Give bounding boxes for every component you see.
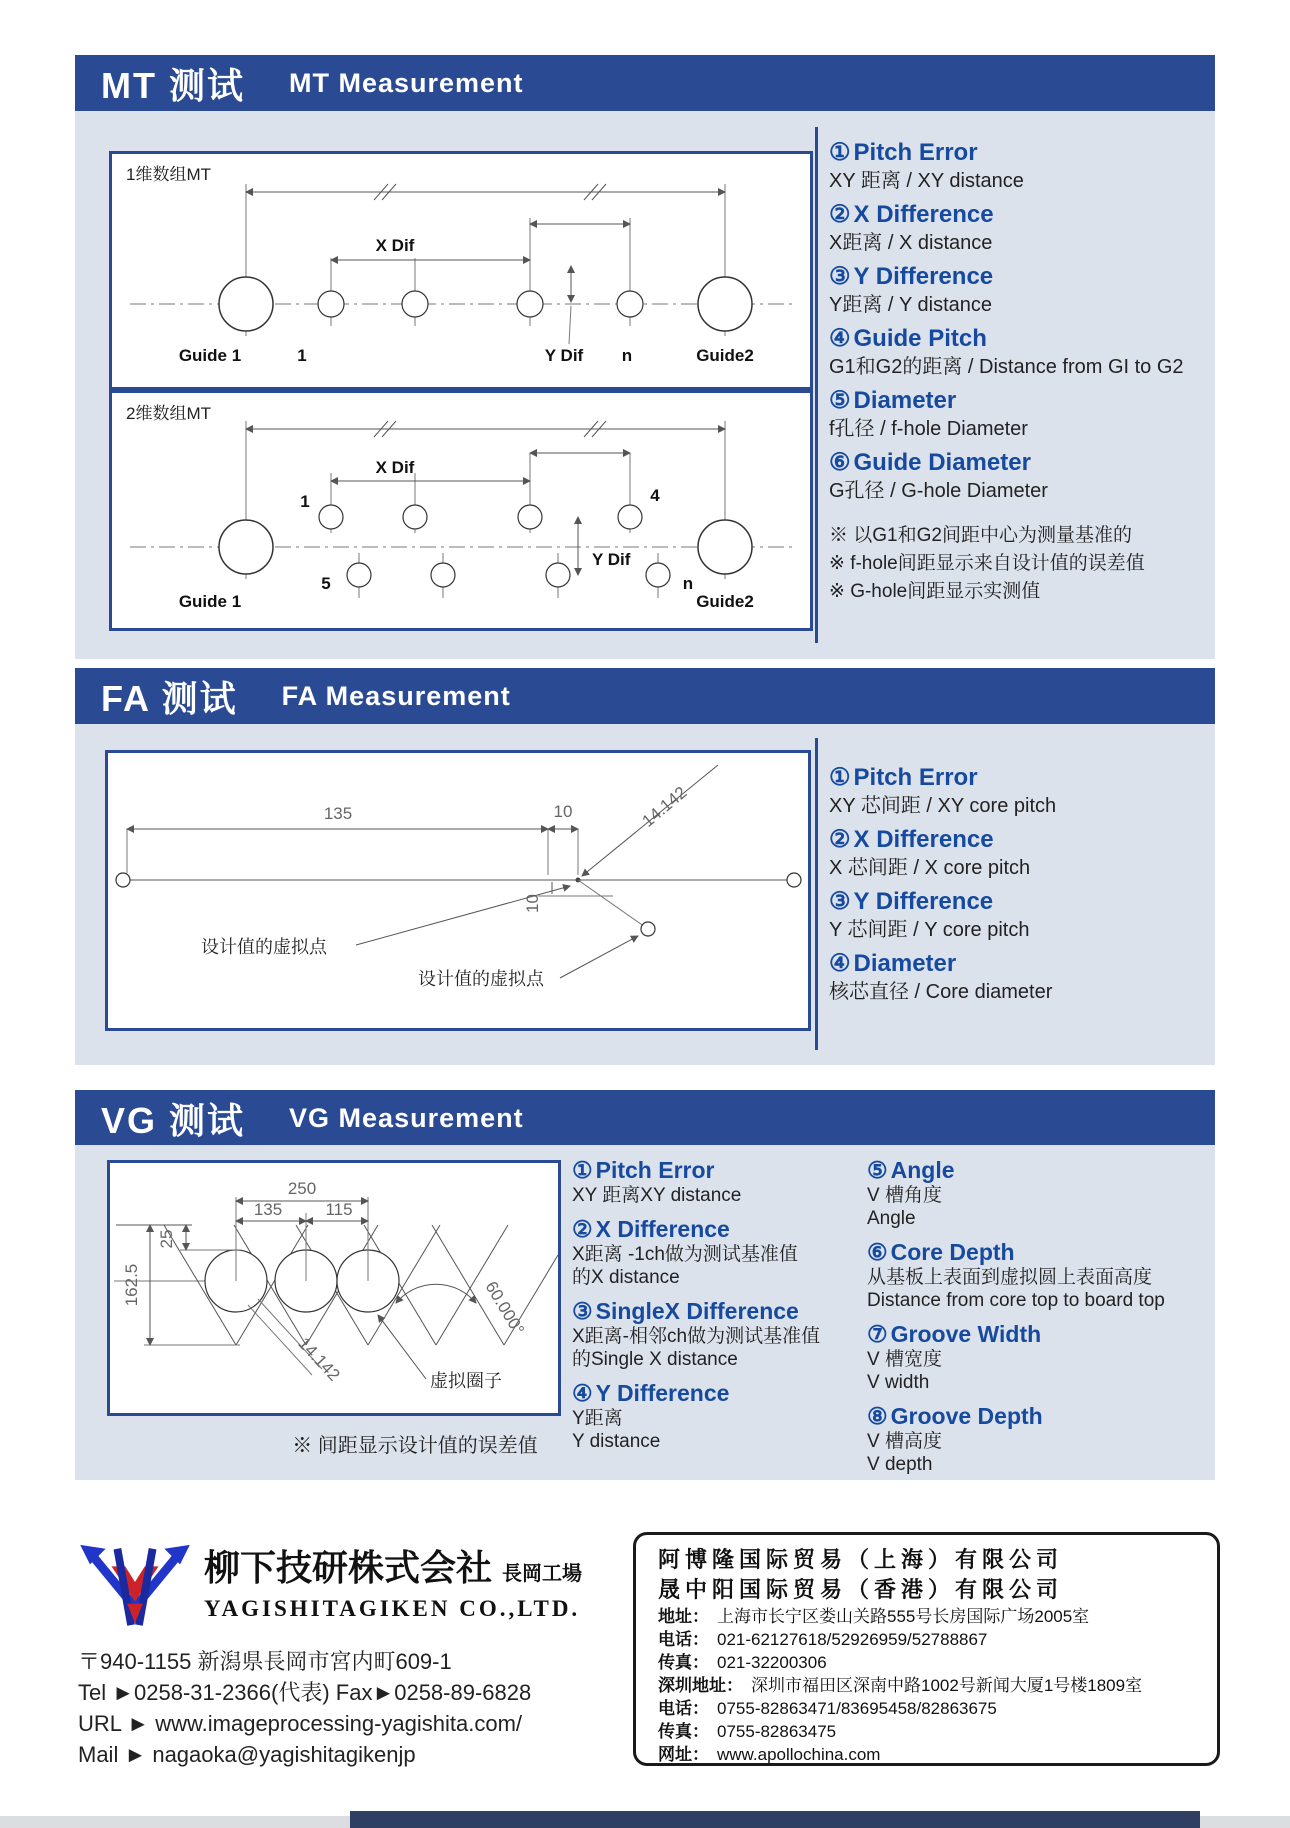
vg-section-header (75, 1090, 1215, 1146)
item-desc: Y距离 (572, 1408, 623, 1429)
item-number: ⑤ (829, 387, 851, 414)
mt-diagram2-ydif-label: Y Dif (592, 550, 631, 569)
vg-item-1 (572, 1157, 872, 1207)
vg-item-5 (867, 1157, 1212, 1230)
item-heading: Angle (890, 1157, 955, 1183)
mt-diagram1-title: 1维数组MT (126, 165, 211, 184)
distributor-row (658, 1697, 1205, 1720)
mt-section-body (75, 111, 1215, 659)
item-number: ③ (829, 888, 851, 915)
mt-item-2 (829, 200, 1209, 256)
item-number: ③ (829, 263, 851, 290)
mt-diagram2-n-label: n (682, 574, 694, 593)
item-number: ⑥ (829, 449, 851, 476)
item-heading: Y Difference (853, 888, 994, 915)
fa-virtual-point-label-1: 设计值的虚拟点 (201, 937, 327, 957)
row-label: 传真： (658, 1722, 709, 1741)
row-value: 021-62127618/52926959/52788867 (717, 1630, 988, 1649)
item-heading: Guide Diameter (853, 449, 1031, 476)
item-heading: Guide Pitch (853, 325, 987, 352)
mt-diagram-1d (112, 154, 810, 387)
mt-diagram2-guide2-label: Guide2 (696, 592, 754, 611)
row-label: 电话： (658, 1699, 709, 1718)
vg-item-list-left (572, 1153, 872, 1462)
item-heading: Pitch Error (853, 139, 978, 166)
distributor-row (658, 1743, 1205, 1766)
fa-diagram-box (105, 750, 811, 1031)
mt-title-zh: MT 测试 (101, 64, 245, 106)
mt-diagram-1d-box (109, 151, 813, 390)
row-label: 传真： (658, 1653, 709, 1672)
fa-section-body (75, 724, 1215, 1065)
item-desc: V 槽高度 (867, 1431, 942, 1452)
fa-item-2 (829, 825, 1209, 881)
mt-diagram2-5-label: 5 (321, 574, 331, 593)
item-number: ④ (829, 325, 851, 352)
fa-dim-10v: 10 (523, 894, 542, 913)
item-heading: Diameter (853, 950, 957, 977)
vg-item-2 (572, 1216, 872, 1289)
vg-dim-25: 25 (157, 1229, 176, 1249)
contact-block (78, 1646, 531, 1770)
vg-dim-14142: 14.142 (294, 1333, 344, 1385)
vg-note: ※ 间距显示设计值的误差值 (292, 1435, 538, 1457)
item-desc: 从基板上表面到虚拟圆上表面高度 (867, 1267, 1153, 1288)
factory-name: 長岡工場 (502, 1563, 583, 1585)
page-bottom-bar (350, 1811, 1200, 1828)
item-desc: X距离-相邻ch做为测试基准值 (572, 1326, 821, 1347)
mt-diagram2-4-label: 4 (650, 486, 660, 505)
item-desc: 的Single X distance (572, 1349, 738, 1370)
mt-diagram1-1-label: 1 (297, 346, 307, 365)
fa-diagram (108, 753, 808, 1025)
fa-item-1 (829, 763, 1209, 819)
fa-item-list (829, 758, 1209, 1011)
vg-virtual-circle-label: 虚拟圈子 (430, 1371, 502, 1391)
vg-item-6 (867, 1239, 1212, 1312)
mt-diagram-2d (112, 393, 810, 628)
vg-item-8 (867, 1403, 1212, 1476)
mt-note-3: ※ G-hole间距显示实测值 (829, 581, 1041, 602)
vg-dim-1625: 162.5 (122, 1263, 141, 1307)
mt-diagram1-ydif-label: Y Dif (544, 346, 584, 365)
row-value: 深圳市福田区深南中路1002号新闻大厦1号楼1809室 (751, 1676, 1143, 1695)
vg-title-en: VG Measurement (289, 1102, 524, 1133)
fa-item-3 (829, 887, 1209, 943)
item-desc: X距离 / X distance (829, 232, 993, 254)
vg-item-list-right (867, 1153, 1212, 1485)
item-heading: Y Difference (853, 263, 994, 290)
mt-item-list (829, 133, 1209, 606)
vg-diagram (110, 1163, 558, 1413)
item-number: ④ (572, 1380, 593, 1406)
item-heading: Y Difference (595, 1380, 730, 1406)
mt-note-2: ※ f-hole间距显示来自设计值的误差值 (829, 553, 1145, 574)
row-label: 深圳地址： (658, 1676, 743, 1695)
company-address: 〒940-1155 新潟県長岡市宮内町609-1 (78, 1649, 452, 1674)
distributor-row (658, 1651, 1205, 1674)
item-desc: V depth (867, 1454, 933, 1475)
vg-item-3 (572, 1298, 872, 1371)
item-desc: Y 芯间距 / Y core pitch (829, 919, 1030, 941)
distributor-row (658, 1605, 1205, 1628)
vg-dim-115: 115 (325, 1200, 353, 1219)
row-value: 021-32200306 (717, 1653, 827, 1672)
item-heading: Diameter (853, 387, 957, 414)
item-desc: Distance from core top to board top (867, 1290, 1165, 1311)
item-desc: G1和G2的距离 / Distance from GI to G2 (829, 356, 1184, 378)
item-number: ④ (829, 950, 851, 977)
fa-section-header (75, 668, 1215, 724)
item-desc: Y距离 / Y distance (829, 294, 993, 316)
item-desc: 的X distance (572, 1267, 680, 1288)
item-number: ① (829, 139, 851, 166)
mt-diagram1-guide1-label: Guide 1 (178, 346, 242, 365)
company-name-zh: 柳下技研株式会社 (204, 1548, 493, 1588)
mt-diagram-2d-box (109, 390, 813, 631)
vg-item-7 (867, 1321, 1212, 1394)
item-number: ⑦ (867, 1321, 888, 1347)
item-heading: X Difference (595, 1216, 730, 1242)
fa-divider (815, 738, 818, 1050)
item-heading: Pitch Error (853, 764, 978, 791)
mt-item-3 (829, 262, 1209, 318)
fa-title-zh: FA 测试 (101, 677, 238, 719)
item-number: ⑥ (867, 1239, 888, 1265)
item-desc: XY 芯间距 / XY core pitch (829, 795, 1057, 817)
mt-diagram1-n-label: n (621, 346, 633, 365)
item-heading: Groove Depth (890, 1403, 1043, 1429)
vg-angle-label: 60.000° (481, 1278, 528, 1339)
mt-diagram2-1-label: 1 (300, 492, 310, 511)
fa-title-en: FA Measurement (281, 680, 511, 711)
row-label: 电话： (658, 1630, 709, 1649)
mt-diagram2-guide1-label: Guide 1 (178, 592, 242, 611)
distributor-name-2: 晟中阳国际贸易（香港）有限公司 (658, 1577, 1064, 1602)
item-desc: Y distance (572, 1431, 661, 1452)
mt-item-1 (829, 138, 1209, 194)
item-number: ① (829, 764, 851, 791)
item-desc: X 芯间距 / X core pitch (829, 857, 1031, 879)
item-desc: V 槽宽度 (867, 1349, 942, 1370)
mt-divider (815, 127, 818, 643)
item-heading: X Difference (853, 201, 994, 228)
mt-diagram2-xdif-label: X Dif (375, 458, 415, 477)
row-value: 上海市长宁区娄山关路555号长房国际广场2005室 (717, 1607, 1090, 1626)
company-block (204, 1540, 582, 1622)
fa-item-4 (829, 949, 1209, 1005)
company-logo (76, 1537, 194, 1630)
distributor-name-1: 阿博隆国际贸易（上海）有限公司 (658, 1547, 1064, 1572)
vg-item-4 (572, 1380, 872, 1453)
item-desc: f孔径 / f-hole Diameter (829, 418, 1028, 440)
item-desc: Angle (867, 1208, 916, 1229)
item-desc: V width (867, 1372, 930, 1393)
vg-diagram-box (107, 1160, 561, 1416)
fa-dim-10: 10 (553, 802, 573, 821)
distributor-row (658, 1628, 1205, 1651)
distributor-box (633, 1532, 1220, 1766)
item-desc: 核芯直径 / Core diameter (829, 981, 1053, 1003)
distributor-row (658, 1674, 1205, 1697)
mt-section-header (75, 55, 1215, 111)
mt-diagram2-title: 2维数组MT (126, 404, 211, 423)
mt-note-1: ※ 以G1和G2间距中心为测量基准的 (829, 525, 1132, 546)
row-label: 地址： (658, 1607, 709, 1626)
vg-section-body (75, 1145, 1215, 1480)
company-name-en: YAGISHITAGIKEN CO.,LTD. (204, 1596, 581, 1621)
tel-fax-line: Tel ►0258-31-2366(代表) Fax►0258-89-6828 (78, 1680, 532, 1705)
item-heading: X Difference (853, 826, 994, 853)
item-desc: V 槽角度 (867, 1185, 942, 1206)
item-desc: G孔径 / G-hole Diameter (829, 480, 1048, 502)
item-number: ③ (572, 1298, 593, 1324)
url-line: URL ► www.imageprocessing-yagishita.com/ (78, 1711, 523, 1736)
mail-line: Mail ► nagaoka@yagishitagikenjp (78, 1742, 416, 1767)
mt-notes (829, 522, 1209, 606)
item-heading: Core Depth (890, 1239, 1015, 1265)
item-heading: SingleX Difference (595, 1298, 799, 1324)
row-value: www.apollochina.com (717, 1745, 881, 1764)
fa-dim-135: 135 (323, 804, 353, 823)
mt-diagram1-guide2-label: Guide2 (696, 346, 754, 365)
fa-dim-14142: 14.142 (638, 782, 691, 831)
item-number: ① (572, 1157, 593, 1183)
item-number: ⑧ (867, 1403, 888, 1429)
mt-item-4 (829, 324, 1209, 380)
distributor-row (658, 1720, 1205, 1743)
vg-dim-135: 135 (253, 1200, 283, 1219)
item-desc: XY 距离 / XY distance (829, 170, 1024, 192)
vg-dim-250: 250 (287, 1179, 317, 1198)
item-number: ② (829, 201, 851, 228)
row-value: 0755-82863475 (717, 1722, 837, 1741)
mt-item-5 (829, 386, 1209, 442)
vg-title-zh: VG 测试 (101, 1099, 246, 1141)
mt-diagram1-xdif-label: X Dif (375, 236, 415, 255)
item-heading: Groove Width (890, 1321, 1042, 1347)
row-label: 网址： (658, 1745, 709, 1764)
item-number: ② (829, 826, 851, 853)
item-desc: X距离 -1ch做为测试基准值 (572, 1244, 798, 1265)
fa-virtual-point-label-2: 设计值的虚拟点 (418, 969, 544, 989)
row-value: 0755-82863471/83695458/82863675 (717, 1699, 997, 1718)
item-desc: XY 距离XY distance (572, 1185, 742, 1206)
mt-title-en: MT Measurement (288, 67, 524, 98)
item-number: ⑤ (867, 1157, 888, 1183)
mt-item-6 (829, 448, 1209, 504)
item-heading: Pitch Error (595, 1157, 715, 1183)
item-number: ② (572, 1216, 593, 1242)
